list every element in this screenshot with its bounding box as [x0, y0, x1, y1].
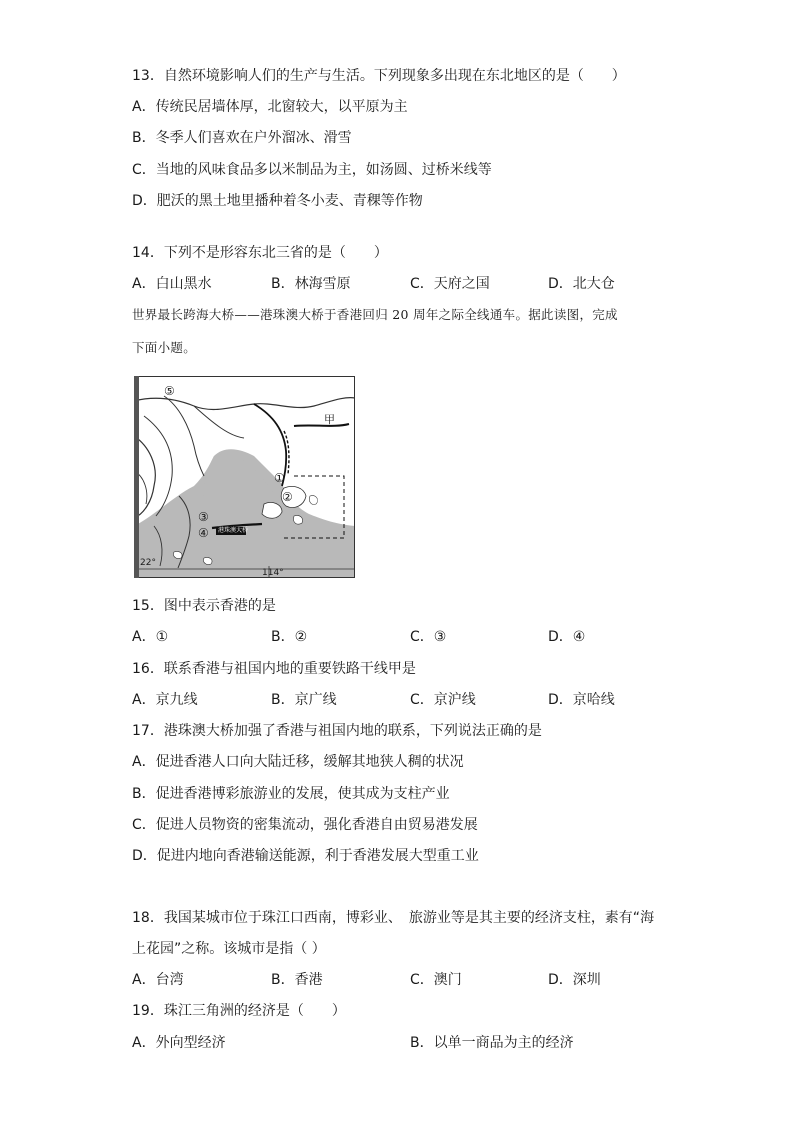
q18-option-a: A．台湾: [132, 972, 184, 988]
map-lon-label: 114°: [262, 568, 284, 578]
q19-stem: 19．珠江三角洲的经济是（ ）: [132, 1003, 346, 1019]
map-label-3: ③: [198, 510, 209, 524]
q17-option-c: C．促进人员物资的密集流动，强化香港自由贸易港发展: [132, 817, 478, 833]
map-label-4: ④: [198, 526, 209, 540]
map-label-1: ①: [274, 471, 285, 485]
q16-option-a: A．京九线: [132, 692, 198, 708]
q18-option-c: C．澳门: [410, 972, 462, 988]
q13-option-d: D．肥沃的黑土地里播种着冬小麦、青稞等作物: [132, 193, 423, 209]
q13-option-a: A．传统民居墙体厚，北窗较大，以平原为主: [132, 99, 408, 115]
q15-stem: 15．图中表示香港的是: [132, 598, 276, 614]
q16-stem: 16．联系香港与祖国内地的重要铁路干线甲是: [132, 661, 416, 677]
q15-option-a: A．①: [132, 629, 169, 645]
q15-option-d: D．④: [548, 629, 586, 645]
q17-option-d: D．促进内地向香港输送能源，利于香港发展大型重工业: [132, 848, 479, 864]
q17-option-a: A．促进香港人口向大陆迁移，缓解其地狭人稠的状况: [132, 754, 464, 770]
q17-option-b: B．促进香港博彩旅游业的发展，使其成为支柱产业: [132, 786, 450, 802]
q18-option-d: D．深圳: [548, 972, 601, 988]
q19-option-b: B．以单一商品为主的经济: [410, 1035, 574, 1051]
q19-option-a: A．外向型经济: [132, 1035, 226, 1051]
map-label-2: ②: [282, 490, 293, 504]
q18-option-b: B．香港: [271, 972, 323, 988]
pearl-river-delta-map: [134, 376, 355, 578]
q14-option-d: D．北大仓: [548, 276, 615, 292]
passage-line-2: 下面小题。: [132, 340, 197, 355]
q18-stem-line-1: 18．我国某城市位于珠江口西南，博彩业、 旅游业等是其主要的经济支柱，素有“海: [132, 910, 655, 926]
map-label-5: ⑤: [164, 384, 175, 398]
q17-stem: 17．港珠澳大桥加强了香港与祖国内地的联系，下列说法正确的是: [132, 723, 542, 739]
q16-option-c: C．京沪线: [410, 692, 476, 708]
q15-option-b: B．②: [271, 629, 308, 645]
q13-stem: 13．自然环境影响人们的生产与生活。下列现象多出现在东北地区的是（ ）: [132, 68, 626, 84]
q18-stem-line-2: 上花园”之称。该城市是指（ ）: [132, 941, 326, 957]
q13-option-c: C．当地的风味食品多以米制品为主，如汤圆、过桥米线等: [132, 162, 492, 178]
q14-option-c: C．天府之国: [410, 276, 490, 292]
map-bridge-label: 港珠澳大桥: [218, 527, 249, 534]
q16-option-d: D．京哈线: [548, 692, 615, 708]
q14-option-b: B．林海雪原: [271, 276, 351, 292]
map-label-jia: 甲: [324, 413, 335, 426]
passage-line-1: 世界最长跨海大桥——港珠澳大桥于香港回归 20 周年之际全线通车。据此读图，完成: [132, 307, 618, 322]
q14-stem: 14．下列不是形容东北三省的是（ ）: [132, 245, 388, 261]
q14-option-a: A．白山黑水: [132, 276, 212, 292]
q16-option-b: B．京广线: [271, 692, 337, 708]
q15-option-c: C．③: [410, 629, 447, 645]
q13-option-b: B．冬季人们喜欢在户外溜冰、滑雪: [132, 130, 352, 146]
map-lat-label: 22°: [140, 558, 156, 568]
